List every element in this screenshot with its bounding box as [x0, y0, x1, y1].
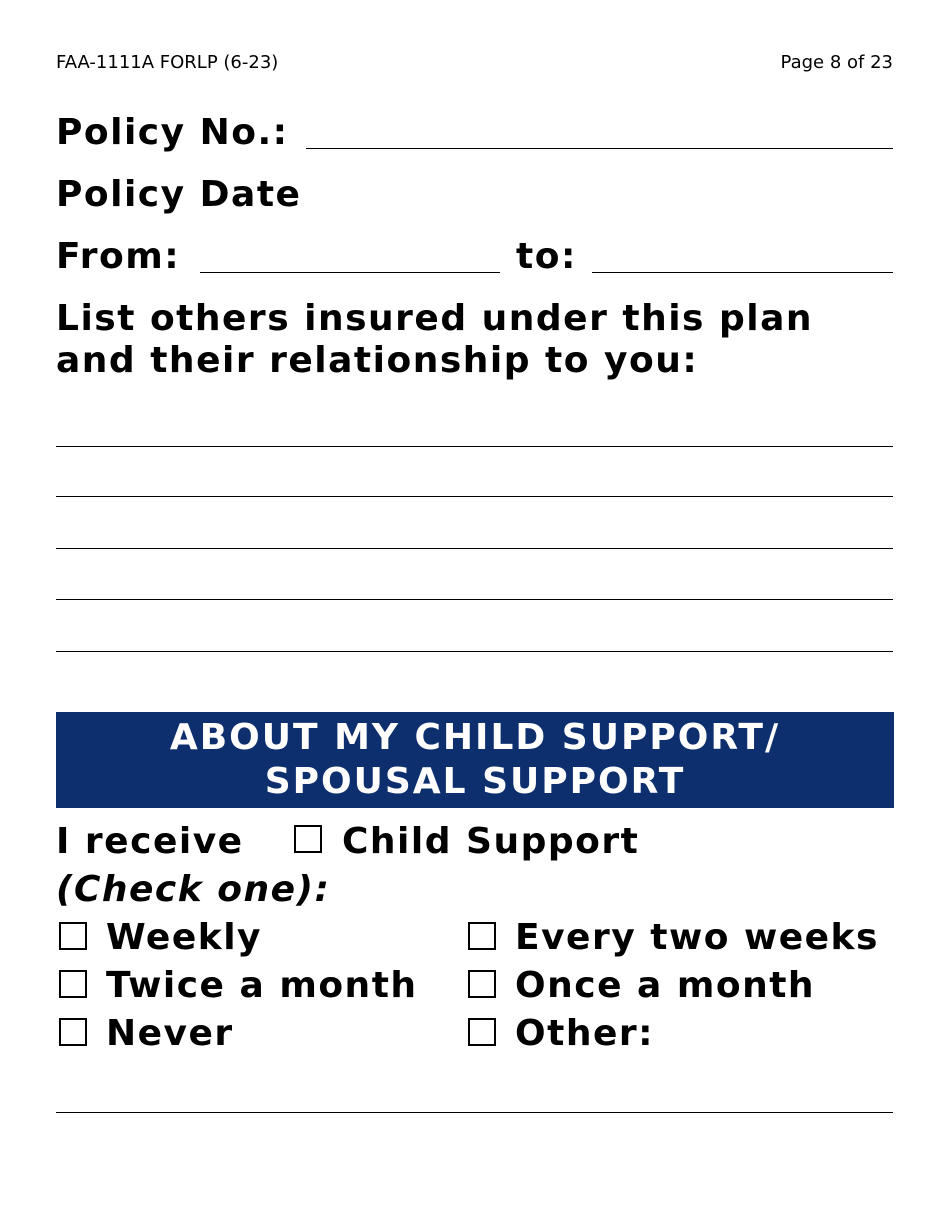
- child-support-checkbox[interactable]: [294, 825, 322, 853]
- section-title-line1: ABOUT MY CHILD SUPPORT/: [169, 717, 781, 758]
- policy-number-label: Policy No.:: [56, 112, 289, 153]
- to-label: to:: [516, 236, 577, 277]
- form-id: FAA-1111A FORLP (6-23): [56, 52, 279, 73]
- never-label: Never: [106, 1013, 234, 1054]
- other-checkbox[interactable]: [468, 1018, 496, 1046]
- from-date-field[interactable]: [200, 272, 500, 273]
- others-line-3[interactable]: [56, 548, 893, 549]
- child-support-label: Child Support: [342, 821, 640, 862]
- once-a-month-checkbox[interactable]: [468, 970, 496, 998]
- other-label: Other:: [515, 1013, 655, 1054]
- weekly-checkbox[interactable]: [59, 922, 87, 950]
- policy-number-field[interactable]: [306, 148, 893, 149]
- section-title-line2: SPOUSAL SUPPORT: [264, 761, 686, 802]
- page-number: Page 8 of 23: [780, 52, 893, 73]
- others-prompt-line1: List others insured under this plan: [56, 298, 814, 339]
- twice-a-month-checkbox[interactable]: [59, 970, 87, 998]
- to-date-field[interactable]: [592, 272, 893, 273]
- others-line-4[interactable]: [56, 599, 893, 600]
- every-two-weeks-checkbox[interactable]: [468, 922, 496, 950]
- other-field[interactable]: [56, 1112, 893, 1113]
- section-banner: [56, 712, 894, 808]
- others-line-2[interactable]: [56, 496, 893, 497]
- twice-a-month-label: Twice a month: [106, 965, 418, 1006]
- never-checkbox[interactable]: [59, 1018, 87, 1046]
- once-a-month-label: Once a month: [515, 965, 816, 1006]
- every-two-weeks-label: Every two weeks: [515, 917, 879, 958]
- receive-label: I receive: [56, 821, 244, 862]
- check-one-label: (Check one):: [56, 869, 331, 910]
- others-line-1[interactable]: [56, 446, 893, 447]
- policy-date-label: Policy Date: [56, 174, 302, 215]
- others-prompt-line2: and their relationship to you:: [56, 340, 699, 381]
- from-label: From:: [56, 236, 181, 277]
- weekly-label: Weekly: [106, 917, 263, 958]
- others-line-5[interactable]: [56, 651, 893, 652]
